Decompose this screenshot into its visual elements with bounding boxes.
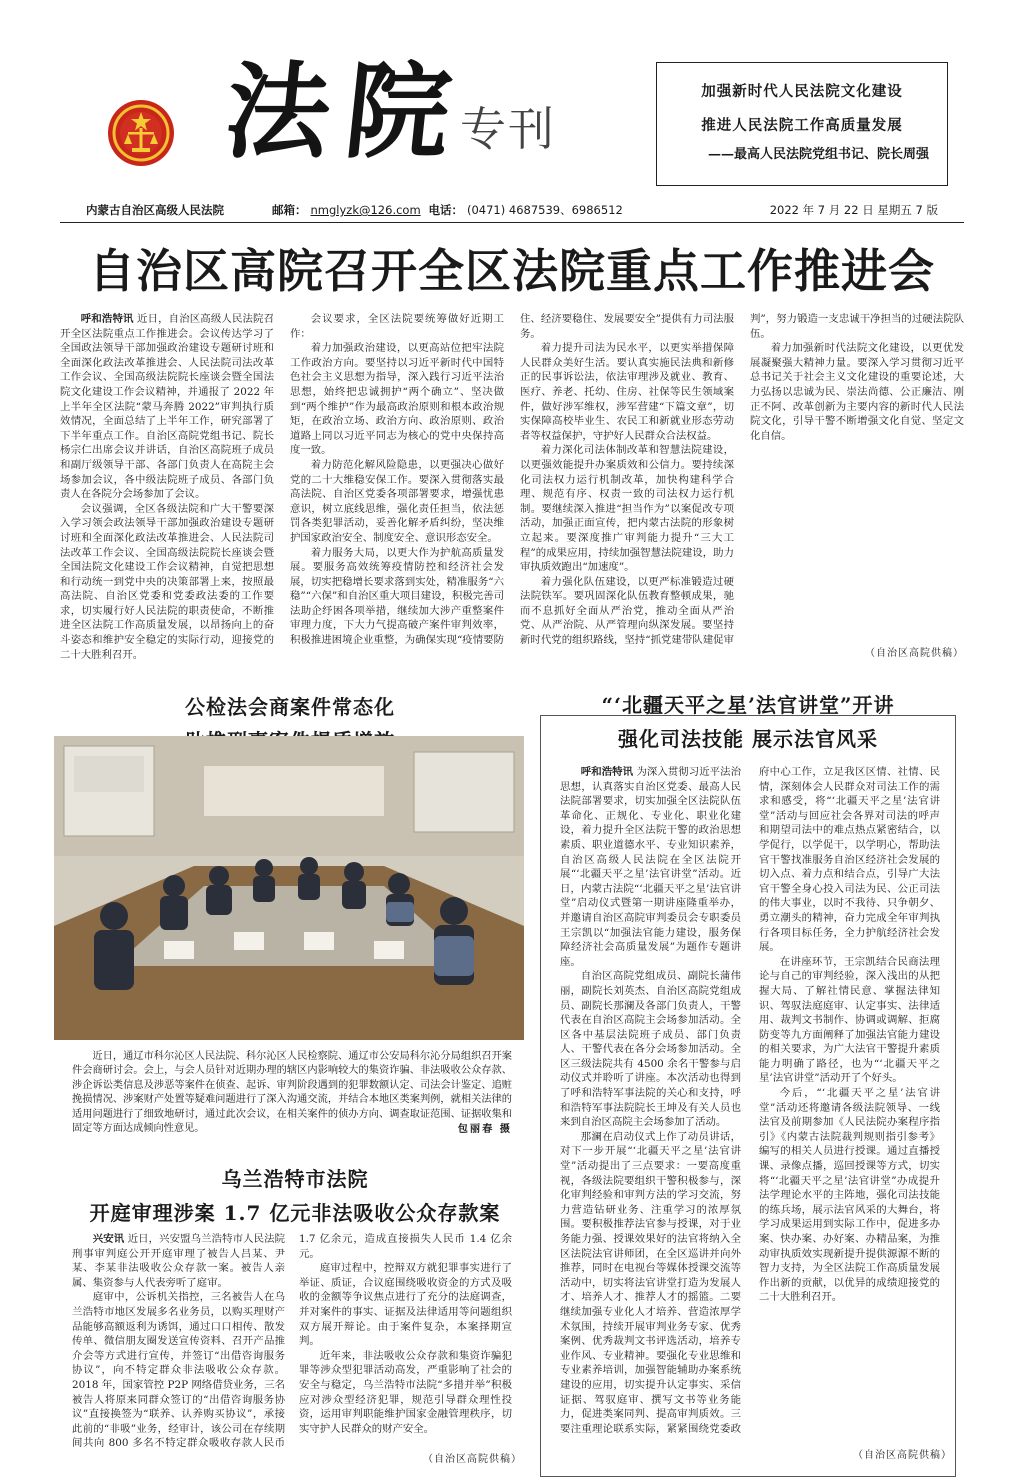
article-paragraph: 着力防范化解风险隐患，以更强决心做好党的二十大维稳安保工作。要深入贯彻落实最高法院、自治区党委各项部署要求，增强忧患意识，树立底线思维，强化责任担当，依法惩罚各类犯罪活动，妥善化解矛盾纠纷，坚决维护国家政治安全、制度安全、意识形态安全。 bbox=[290, 458, 504, 544]
main-article-body bbox=[60, 312, 964, 668]
article-paragraph: 近年来，非法吸收公众存款和集资诈骗犯罪等涉众型犯罪活动高发，严重影响了社会的安全与稳定，乌兰浩特市法院“多措并举”积极应对涉众型经济犯罪，规范引导群众理性投资，运用审判职能维护国家金融管理秩序，切实守护人民群众的财产安全。 bbox=[299, 1349, 512, 1435]
main-headline: 自治区高院召开全区法院重点工作推进会 bbox=[89, 244, 935, 298]
article-paragraph: 呼和浩特讯 为深入贯彻习近平法治思想，认真落实自治区党委、最高人民法院部署要求，切实加强全区法院队伍革命化、正规化、专业化、职业化建设，着力提升全区法院干警的政治思想素质、职业道德水平、专业知识素养，自治区高级人民法院在全区法院开展“‘北疆天平之星’法官讲堂”活动。近日，内蒙古法院“‘北疆天平之星’法官讲堂”启动仪式暨第一期讲座隆重举办，并邀请自治区高院审判委员会专职委员王宗凯以“加强法官能力建设，服务保障经济社会高质量发展”为题作专题讲座。 bbox=[560, 766, 741, 968]
article-paragraph: 会议要求，全区法院要统筹做好近期工作： bbox=[290, 313, 504, 340]
email-link[interactable]: nmglyzk@126.com bbox=[310, 203, 421, 217]
masthead-title: 法院 bbox=[219, 50, 473, 173]
article-paragraph: 自治区高院党组成员、副院长蒲伟丽，副院长刘英杰、自治区高院党组成员、副院长那澜及各部门负责人，干警代表在自治区高院主会场参加活动。全区各中基层法院班子成员、部门负责人、干警代表在各分会场参加活动。全区三级法院共有 4500 余名干警参与启动仪式并聆听了讲座。本次活动也得到了呼和浩特军事法院的关心和支持，呼和浩特军事法院院长王坤及有关人员也来到自治区高院主会场参加了活动。 bbox=[560, 970, 741, 1129]
lead-quote-source: ——最高人民法院党组书记、院长周强 bbox=[707, 147, 929, 162]
photo-byline: 包丽春 摄 bbox=[457, 1123, 512, 1136]
lecture-credit: （自治区高院供稿） bbox=[853, 1450, 952, 1461]
article-paragraph: 那澜在启动仪式上作了动员讲话，对下一步开展“‘北疆天平之星’法官讲堂”活动提出了三点要求：一要高度重视，各级法院要组织干警积极参与，深化审判经验和审判方法的学习交流，努力营造钻研业务、注重学习的浓厚氛围。要积极推荐法官参与授课，对于业务能力强、授课效果好的法官将纳入全区法院法官讲师团，在全区巡讲并向外推荐，同时在电视台等媒体授课交流等活动中，切实将法官讲堂打造为发展人才、培养人才、推荐人才的摇篮。二要继续加强专业化人才培养、营造浓厚学术氛围，持续开展审判业务专家、优秀案例、优秀裁判文书评选活动，培养专业作风、专业精神。要强化专业思维和专业素养培训，加强智能辅助办案系统建设的应用，切实提升认定事实、采信证据、驾驭庭审、撰写文书等业务能力，促进类案同判、提高审判质效。三要注重理论联系实际，紧紧围绕党委政府中心工作，立足我区区情、社情、民情，深刻体会人民群众对司法工作的需求和感受，将“‘北疆天平之星’法官讲堂”活动与回应社会各界对司法的呼声和期望司法中的难点热点紧密结合，以学促行，以学促干，以学明心，帮助法官干警找准服务自治区经济社会发展的切入点、着力点和结合点，引导广大法官干警全身心投入司法为民、公正司法的伟大事业，以时不我待、只争朝夕、勇立潮头的精神，奋力完成全年审判执行各项目标任务，全力护航经济社会发展。 bbox=[560, 766, 940, 1435]
lead-quote-box bbox=[656, 62, 948, 186]
article-paragraph: 在讲座环节，王宗凯结合民商法理论与自己的审判经验，深入浅出的从把握大局、了解社情民意、掌握法律知识、驾驭法庭庭审、认定事实、法律适用、裁判文书制作、协调或调解、拒腐防变等九方面阐释了加强法官能力建设的相关要求，为广大法官干警提升素质能力明确了路径，也为“‘北疆天平之星’法官讲堂”活动开了个好头。 bbox=[759, 955, 940, 1085]
article-paragraph: 着力深化司法体制改革和智慧法院建设，以更强效能提升办案质效和公信力。要持续深化司法权力运行机制改革，加快构建科学合理、规范有序、权责一致的司法权力运行机制。要继续深入推进“担当作为”以案促改专项活动，加强正面宣传，把内蒙古法院的形象树立起来。要深度推广审判能力提升“三大工程”的成果应用，持续加强智慧法院建设，助力审执质效跑出“加速度”。 bbox=[520, 444, 734, 574]
phone-number: (0471) 4687539、6986512 bbox=[467, 203, 623, 217]
court-case-body bbox=[72, 1232, 512, 1468]
national-emblem-icon bbox=[106, 98, 176, 168]
dateline: 兴安讯 bbox=[92, 1233, 125, 1245]
court-name: 内蒙古自治区高级人民法院 bbox=[86, 203, 224, 217]
article-paragraph: 庭审中，公诉机关指控，三名被告人在乌兰浩特市地区发展多名业务员，以购买理财产品能够高额返利为诱饵，通过口口相传、散发传单、微信朋友圈发送宣传资料、召开产品推介会等方式进行宣传，并签订“出借咨询服务协议”，向不特定群众非法吸收公众存款。2018 年，国家管控 P2P 网络借贷业务，三名被告人将原来同群众签订的“出借咨询服务协议”直接换签为“联养、认养购买协议”，承接此前的“非吸”业务，经审计，该公司在存续期间共向 800 多名不特定群众吸收存款人民币 1.7 亿余元，造成直接损失人民币 1.4 亿余元。 bbox=[72, 1233, 512, 1450]
photo-story-title: 公检法会商案件常态化 bbox=[185, 695, 395, 719]
masthead-divider bbox=[60, 222, 964, 223]
dateline: 呼和浩特讯 bbox=[80, 313, 134, 325]
lead-quote-line-2: 推进人民法院工作高质量发展 bbox=[701, 117, 903, 134]
meeting-photo bbox=[54, 736, 524, 1040]
photo-caption: 近日，通辽市科尔沁区人民法院、科尔沁区人民检察院、通辽市公安局科尔沁分局组织召开案件会商研讨会。会上，与会人员针对近期办理的辖区内影响较大的集资诈骗、非法吸收公众存款、涉企诉讼类信息及涉恶等案件在侦查、起诉、审判阶段遇到的犯罪数额认定、司法会计鉴定、追赃挽损情况、涉案财产处置等疑难问题进行了深入沟通交流，并结合本地区类案判例，就相关法律的适用问题进行了细致地研讨，通过此次会议，在相关案件的侦办方向、调查取证范围、证据收集和固定等方面达成倾向性意见。 包丽春 摄 bbox=[72, 1051, 512, 1136]
article-paragraph: 着力服务大局，以更大作为护航高质量发展。要服务高效统筹疫情防控和经济社会发展，切实把稳增长要求落到实处，精准服务“六稳”“六保”和自治区重大项目建设，积极完善司法助企纾困各项举措，继续加大涉产重整案件审理力度，下大力气提高破产案件审判效率，积极推进困境企业重整，为确保实现“疫情要防住、经济要稳住、发展要安全”提供有力司法服务。 bbox=[290, 313, 734, 647]
article-credit: （自治区高院供稿） bbox=[865, 648, 964, 659]
info-bar bbox=[86, 200, 938, 220]
lead-quote-line-1: 加强新时代人民法院文化建设 bbox=[701, 83, 903, 100]
article-paragraph: 着力加强政治建设，以更高站位把牢法院工作政治方向。要坚持以习近平新时代中国特色社会主义思想为指导，深入践行习近平法治思想，始终把忠诚拥护“两个确立”、坚决做到“两个维护”作为最高政治原则和根本政治规矩，在政治立场、政治方向、政治原则、政治道路上同以习近平同志为核心的党中央保持高度一致。 bbox=[290, 342, 504, 457]
article-paragraph: 兴安讯 近日，兴安盟乌兰浩特市人民法院刑事审判庭公开开庭审理了被告人吕某、尹某、李某非法吸收公众存款一案。被告人亲属、集资参与人代表旁听了庭审。 bbox=[72, 1233, 285, 1289]
dateline: 呼和浩特讯 bbox=[580, 766, 634, 778]
article-paragraph: 着力加强新时代法院文化建设，以更优发展凝聚强大精神力量。要深入学习贯彻习近平总书记关于社会主义文化建设的重要论述，大力弘扬以忠诚为民、崇法尚德、公正廉洁、刚正不阿、改革创新为主要内容的新时代人民法院文化，引导干警不断增强文化自觉、坚定文化自信。 bbox=[750, 342, 964, 442]
court-case-credit: （自治区高院供稿） bbox=[423, 1454, 522, 1465]
masthead-subtitle: 专刊 bbox=[460, 102, 556, 156]
masthead bbox=[60, 40, 964, 200]
article-paragraph: 着力强化队伍建设，以更严标准锻造过硬法院铁军。要巩固深化队伍教育整顿成果，驰而不息抓好全面从严治党，推动全面从严治党、从严治院、从严管理向纵深发展。要坚持新时代党的组织路线，坚持“抓党建带队建促审判”，努力锻造一支忠诚干净担当的过硬法院队伍。 bbox=[520, 313, 964, 647]
court-case-title: 乌兰浩特市法院 开庭审理涉案 1.7 亿元非法吸收公众存款案 bbox=[89, 1167, 501, 1225]
article-paragraph: 今后，“‘北疆天平之星’法官讲堂”活动还将邀请各级法院领导、一线法官及前期参加《人民法院办案程序指引》《内蒙古法院裁判规则指引参考》编写的相关人员进行授课。通过直播授课、录像点播，巡回授课等方式，切实将“‘北疆天平之星’法官讲堂”办成提升法学理论水平的主阵地，强化司法技能的练兵场，展示法官风采的大舞台，将学习成果运用到实际工作中，促进多办案、快办案、办好案、办精品案，为推动审执质效实现新提升提供源源不断的智力支持，为全区法院工作高质量发展作出新的贡献，以优异的成绩迎接党的二十大胜利召开。 bbox=[759, 1087, 940, 1304]
issue-date: 2022 年 7 月 22 日 星期五 7 版 bbox=[769, 203, 938, 217]
article-paragraph: 会议强调，全区各级法院和广大干警要深入学习领会政法领导干部加强政治建设专题研讨班和全面深化政法改革推进会、人民法院司法改革工作会议、全国高级法院院长座谈会暨全国法院文化建设工作会议精神，自觉把思想和行动统一到党中央的决策部署上来，按照最高法院、自治区党委和党委政法委的工作要求，切实履行好人民法院的职责使命，不断推进全区法院工作高质量发展，以昂扬向上的奋斗姿态和维护安全稳定的实际行动，迎接党的二十大胜利召开。 bbox=[60, 502, 274, 661]
article-paragraph: 呼和浩特讯 近日，自治区高级人民法院召开全区法院重点工作推进会。会议传达学习了全国政法领导干部加强政治建设专题研讨班和全面深化政法改革推进会、人民法院司法改革工作会议、全国高级法院院长座谈会暨全国法院文化建设工作会议精神，并通报了 2022 年上半年全区法院“蒙马奔腾 2022”审判执行质效情况，全面总结了上半年工作，研究部署了下半年重点工作。自治区高院党组书记、院长杨宗仁出席会议并讲话，自治区高院班子成员和副厅级领导干部、各部门负责人在高院主会场参加会议，各中级法院班子成员、各部门负责人在各院分会场参加了会议。 bbox=[60, 313, 274, 501]
article-paragraph: 庭审过程中，控辩双方就犯罪事实进行了举证、质证，合议庭围绕吸收资金的方式及吸收的金额等争议焦点进行了充分的法庭调查，并对案件的事实、证据及法律适用等问题组织双方展开辩论。由于案件复杂，本案择期宣判。 bbox=[299, 1262, 512, 1348]
phone-label: 电话： bbox=[428, 203, 463, 217]
lecture-title: “‘北疆天平之星’法官讲堂”开讲 强化司法技能 展示法官风采 bbox=[601, 693, 895, 751]
article-paragraph: 着力提升司法为民水平，以更实举措保障人民群众美好生活。要认真实施民法典和新修正的民事诉讼法，依法审理涉及就业、教育、医疗、养老、托幼、住房、社保等民生领域案件，做好涉军维权，涉军营建“下篇文章”，切实保障高校毕业生、农民工和新就业形态劳动者等权益保护，守护好人民群众合法权益。 bbox=[520, 342, 734, 442]
email-label: 邮箱： bbox=[272, 203, 307, 217]
lecture-article-body bbox=[560, 765, 940, 1443]
